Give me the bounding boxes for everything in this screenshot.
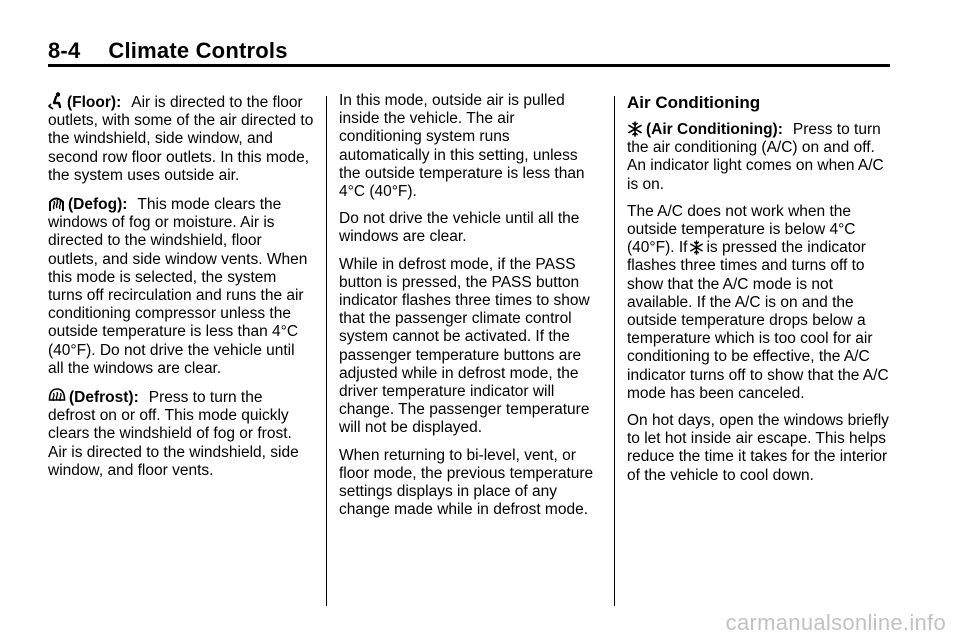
floor-text: Air is directed to the floor outlets, with some of the air directed to the windshield, side window, and second row floor outlets. In this mode, the system uses outside air. xyxy=(48,94,314,184)
column-divider-2 xyxy=(614,96,615,606)
ac-limit-text-after: is pressed the indicator flashes three times and turns off to show that the A/C mode is not available. If the A/C is on and the outside temperature drops below a temperature which is too cool for air conditioning to be effective, the A/C indicator turns off to show that the A/C mode has been canceled. xyxy=(627,239,889,402)
snowflake-icon xyxy=(627,121,643,137)
floor-paragraph xyxy=(48,92,314,185)
defrost-icon xyxy=(48,387,66,405)
ac-limit-paragraph xyxy=(627,203,891,403)
ac-text: Press to turn the air conditioning (A/C) on and off. An indicator light comes on when A/C is on. xyxy=(627,121,884,193)
col2-paragraph-3: While in defrost mode, if the PASS button is pressed, the PASS button indicator flashes three times to show that the passenger climate control system cannot be activated. If the passenger temperature buttons are adjusted while in defrost mode, the driver temperature indicator will change. The passenger temperature will not be displayed. xyxy=(339,255,590,437)
ac-paragraph xyxy=(627,121,891,194)
column-2 xyxy=(339,92,601,528)
col2-paragraph-4: When returning to bi-level, vent, or floor mode, the previous temperature settings displays in place of any change made while in defrost mode. xyxy=(339,446,594,519)
defrost-paragraph xyxy=(48,387,314,480)
page-number: 8-4 xyxy=(48,38,81,63)
defog-term: (Defog): xyxy=(68,196,128,214)
section-heading: Air Conditioning xyxy=(627,93,761,112)
col2-paragraph-2: Do not drive the vehicle until all the windows are clear. xyxy=(339,210,580,246)
snowflake-icon xyxy=(689,240,704,255)
hot-days-paragraph: On hot days, open the windows briefly to let hot inside air escape. This helps reduce the time it takes for the interior of the vehicle to cool down. xyxy=(627,412,889,484)
defrost-term: (Defrost): xyxy=(69,389,139,407)
column-divider-1 xyxy=(326,96,327,606)
defog-text: This mode clears the windows of fog or moisture. Air is directed to the windshield, floor outlets, and side window vents. When this mode is selected, the system turns off recirculation and runs the air conditioning compressor unless the outside temperature is less than 4°C (40°F). Do not drive the vehicle until all the windows are clear. xyxy=(48,196,308,377)
ac-limit-text-before: The A/C does not work when the outside temperature is below 4°C (40°F). If xyxy=(627,202,856,257)
ac-term: (Air Conditioning): xyxy=(646,121,783,138)
header-rule xyxy=(48,64,890,67)
col2-paragraph-1: In this mode, outside air is pulled inside the vehicle. The air conditioning system runs automatically in this setting, unless the outside temperature is less than 4°C (40°F). xyxy=(339,92,585,201)
column-3 xyxy=(627,92,891,494)
defrost-text: Press to turn the defrost on or off. This mode quickly clears the windshield of fog or frost. Air is directed to the windshield, side window, and floor vents. xyxy=(48,389,299,479)
page-title-line xyxy=(48,38,890,64)
chapter-title: Climate Controls xyxy=(108,38,288,63)
column-1 xyxy=(48,92,314,489)
watermark: carmanualsonline.info xyxy=(725,610,946,635)
page-header xyxy=(48,38,890,64)
floor-term: (Floor): xyxy=(67,94,122,111)
defog-paragraph xyxy=(48,194,314,378)
floor-mode-icon xyxy=(48,92,64,110)
defog-icon xyxy=(48,194,65,212)
